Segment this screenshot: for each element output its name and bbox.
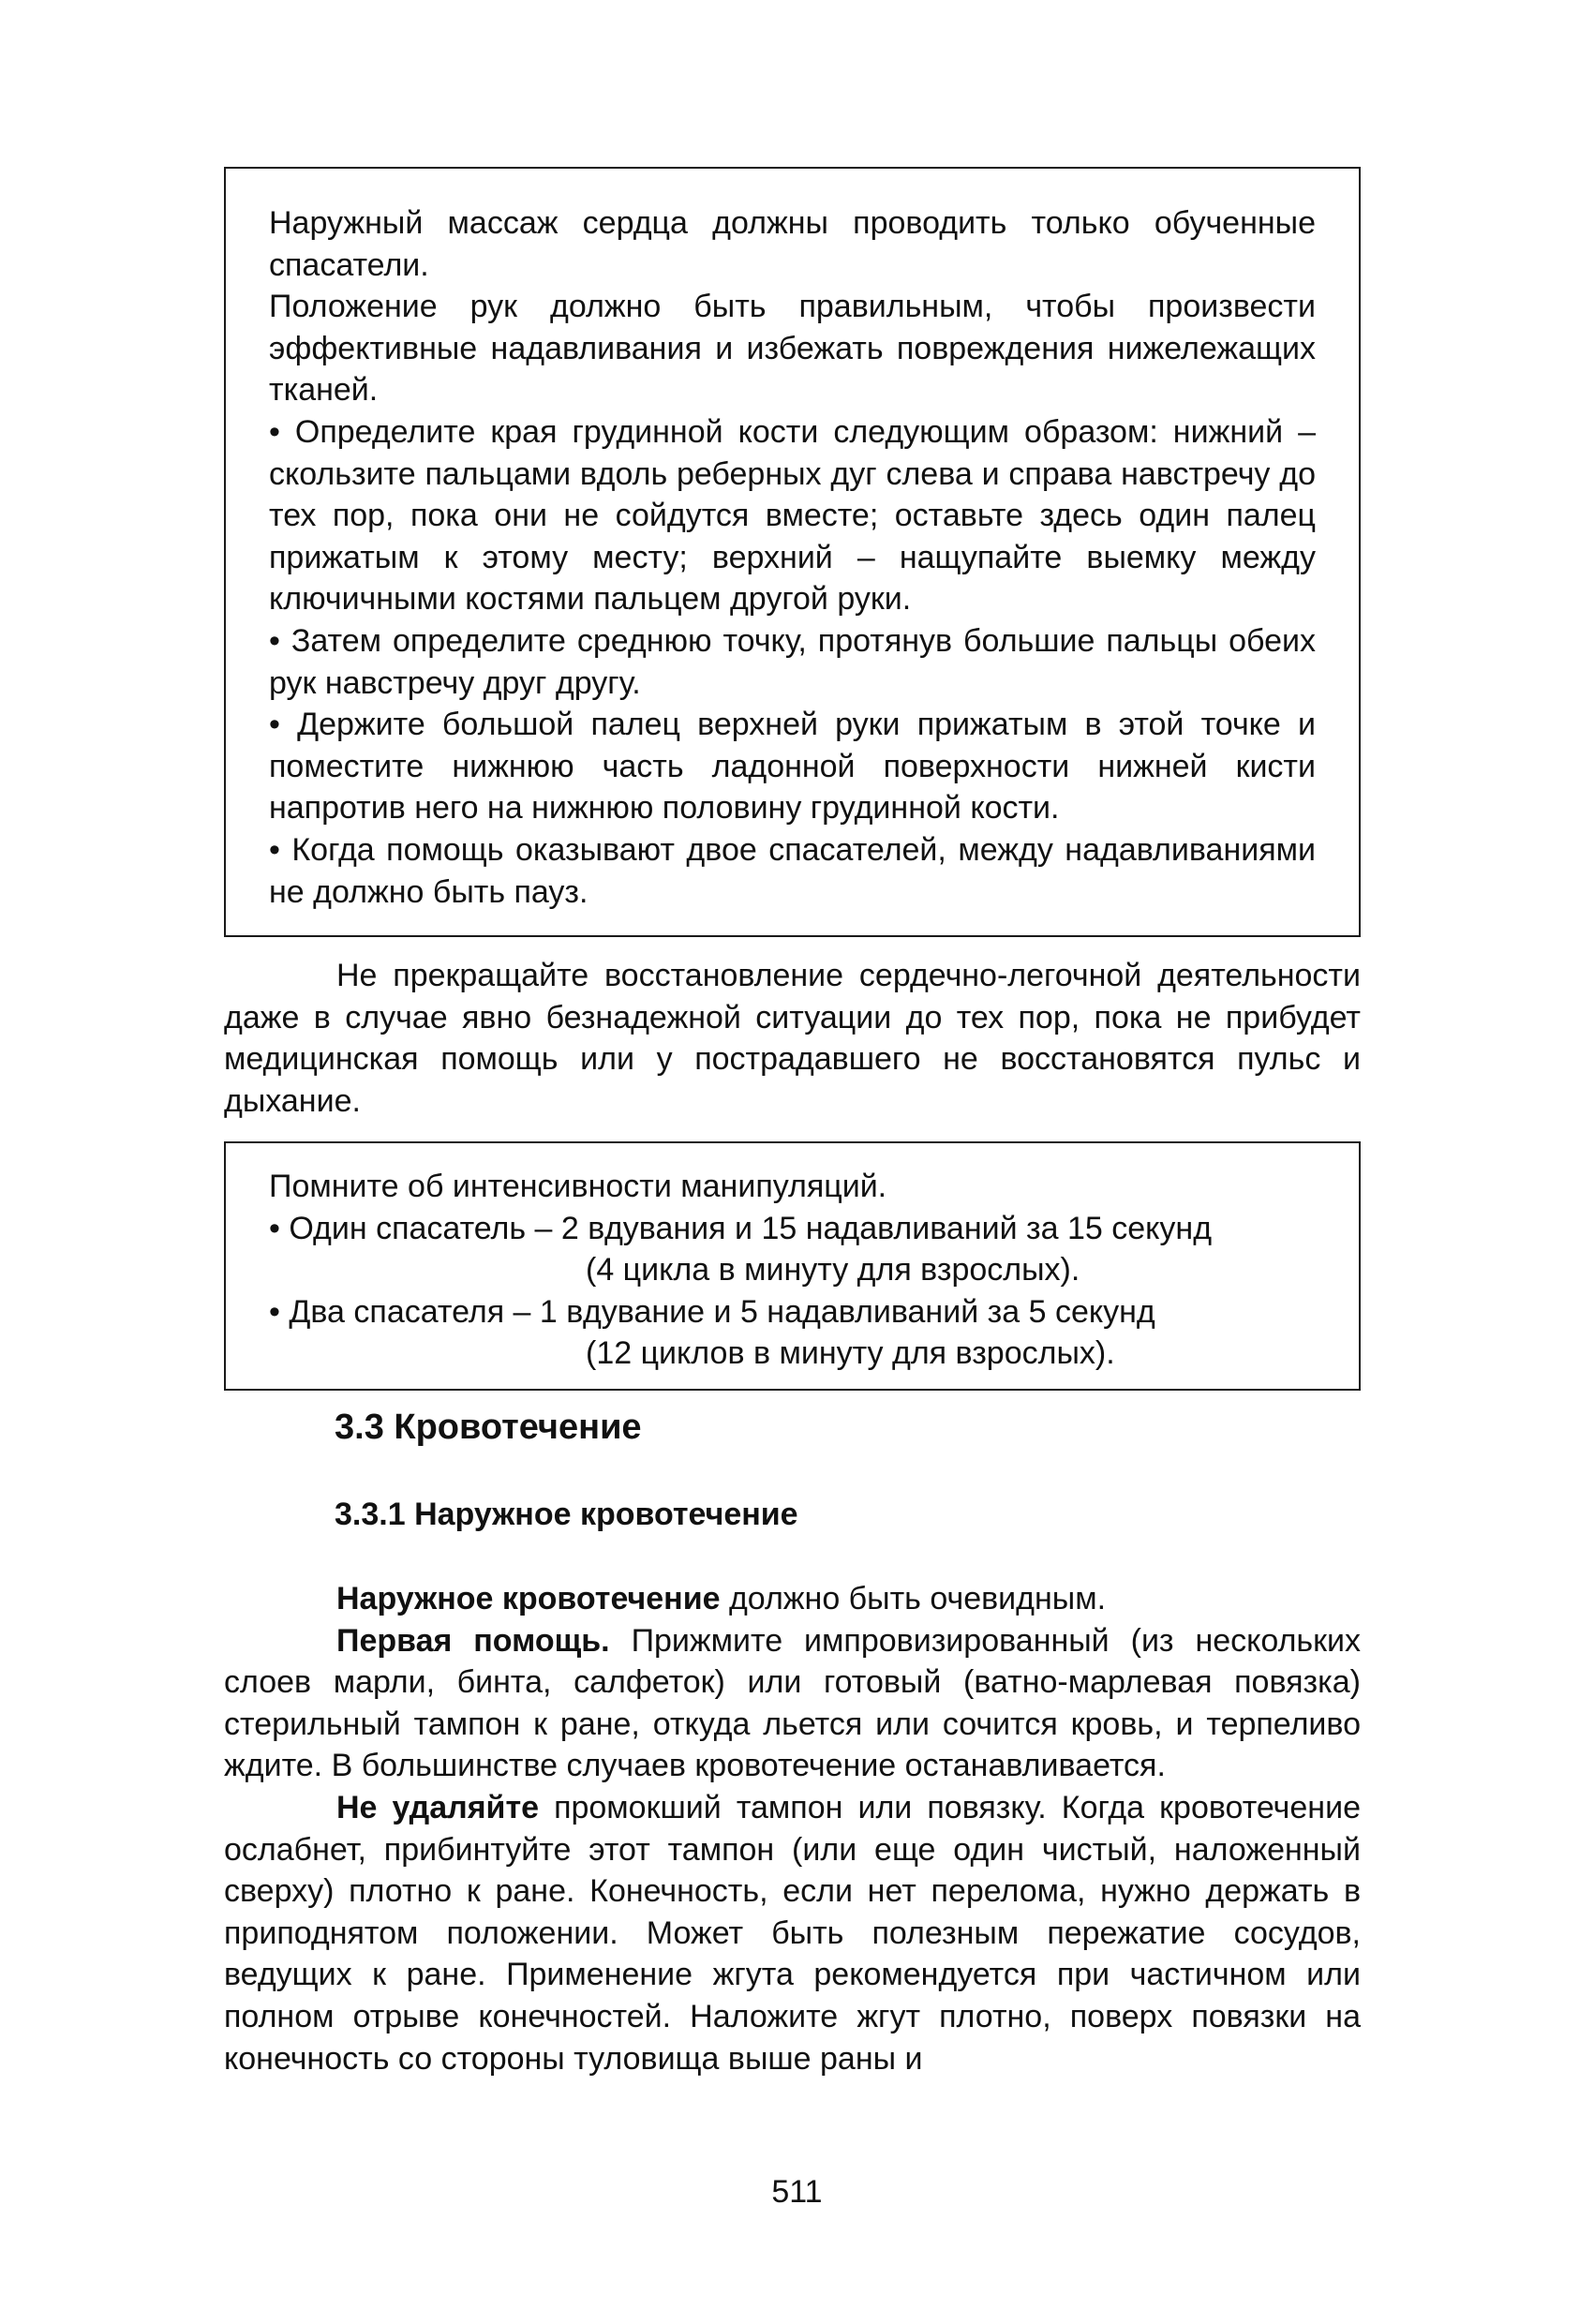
bleeding-p3-text: промокший тампон или повязку. Когда кровотечение ослабнет, прибинтуйте этот тампон (или еще один чистый, наложенный сверху) плотно к ране. Конечность, если нет перелома, нужно держать в приподнятом положении. Может быть полезным пережатие сосудов, ведущих к ране. Применение жгута рекомендуется при частичном или полном отрыве конечностей. Наложите жгут плотно, поверх повязки на конечность со стороны туловища выше раны и	[224, 1789, 1361, 2077]
subsection-heading: 3.3.1 Наружное кровотечение	[335, 1497, 798, 1532]
bleeding-paragraph-1	[224, 1578, 1361, 1620]
page-number: 511	[771, 2174, 823, 2210]
box2-line-1-note: (4 цикла в минуту для взрослых).	[586, 1252, 1080, 1289]
bleeding-p2-text: Прижмите импровизированный (из нескольких слоев марли, бинта, салфеток) или готовый (ватно-марлевая повязка) стерильный тампон к ране, откуда льется или сочится кровь, и терпеливо ждите. В большинстве случаев кровотечение останавливается.	[224, 1622, 1361, 1784]
box2-line-1: • Один спасатель – 2 вдувания и 15 надавливаний за 15 секунд	[269, 1210, 1213, 1246]
box1-paragraph-2: Положение рук должно быть правильным, чтобы произвести эффективные надавливания и избежать повреждения нижележащих тканей.	[269, 289, 1316, 409]
bleeding-p1-text: должно быть очевидным.	[720, 1581, 1107, 1616]
box1-bullet-1: • Определите края грудинной кости следующим образом: нижний – скользите пальцами вдоль реберных дуг слева и справа навстречу до тех пор, пока они не сойдутся вместе; оставьте здесь один палец прижатым к этому месту; верхний – нащупайте выемку между ключичными костями пальцем другой руки.	[269, 413, 1316, 618]
resuscitation-paragraph	[224, 955, 1361, 1122]
bleeding-paragraph-2	[224, 1620, 1361, 1787]
intensity-reminder-box	[224, 1141, 1361, 1391]
bleeding-p1-bold: Наружное кровотечение	[336, 1581, 721, 1616]
resuscitation-text: Не прекращайте восстановление сердечно-легочной деятельности даже в случае явно безнадежной ситуации до тех пор, пока не прибудет медицинская помощь или у пострадавшего не восстановятся пульс и дыхание.	[224, 958, 1361, 1119]
bleeding-p2-bold: Первая помощь.	[336, 1622, 610, 1659]
box2-title: Помните об интенсивности манипуляций.	[269, 1169, 887, 1204]
bleeding-p3-bold: Не удаляйте	[336, 1789, 539, 1825]
box1-paragraph-1: Наружный массаж сердца должны проводить только обученные спасатели.	[269, 205, 1316, 283]
box1-bullet-3: • Держите большой палец верхней руки прижатым в этой точке и поместите нижнюю часть ладонной поверхности нижней кисти напротив него на нижнюю половину грудинной кости.	[269, 707, 1316, 827]
cpr-instructions-box	[224, 167, 1361, 937]
box1-bullet-4: • Когда помощь оказывают двое спасателей, между надавливаниями не должно быть пауз.	[269, 831, 1316, 910]
bleeding-paragraph-3	[224, 1787, 1361, 2079]
box1-bullet-2: • Затем определите среднюю точку, протянув большие пальцы обеих рук навстречу друг другу.	[269, 622, 1316, 701]
box2-line-2-note: (12 циклов в минуту для взрослых).	[586, 1335, 1115, 1372]
box2-line-2: • Два спасателя – 1 вдувание и 5 надавливаний за 5 секунд	[269, 1293, 1155, 1330]
section-heading: 3.3 Кровотечение	[335, 1408, 642, 1447]
bleeding-text-block	[224, 1578, 1361, 2079]
